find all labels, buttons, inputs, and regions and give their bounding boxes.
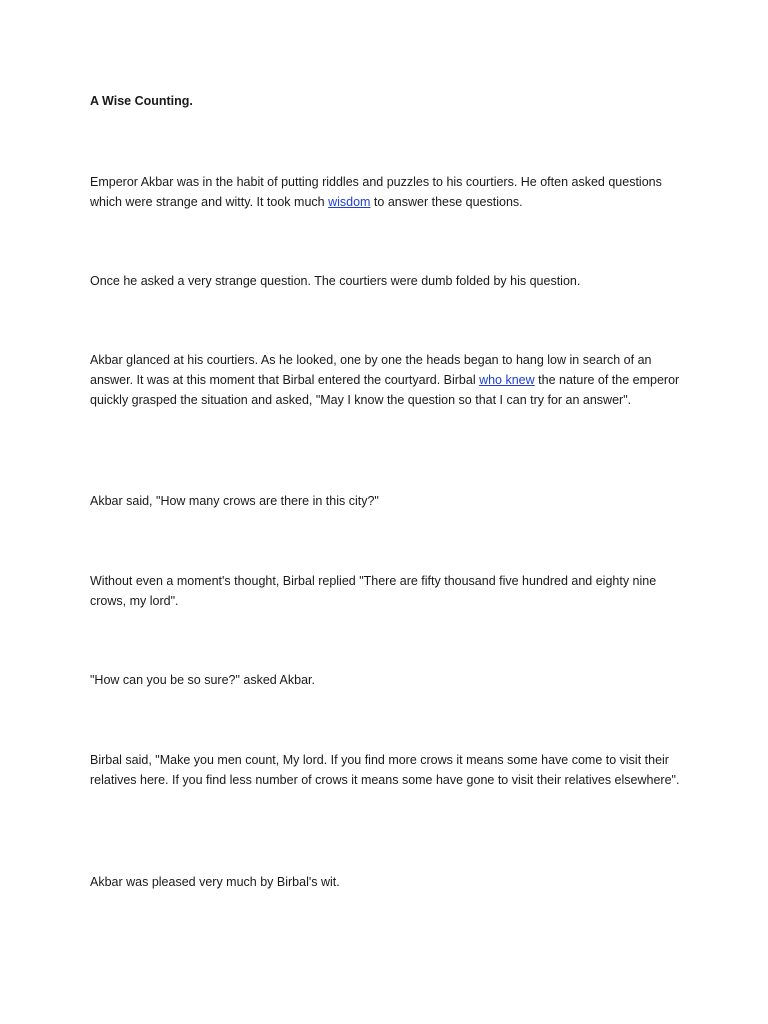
paragraph-3 [90, 350, 690, 410]
wisdom-link[interactable]: wisdom [328, 195, 371, 209]
paragraph-4: Akbar said, "How many crows are there in this city?" [90, 494, 379, 508]
who-knew-link[interactable]: who knew [479, 373, 535, 387]
document-title: A Wise Counting. [90, 94, 193, 108]
paragraph-6: "How can you be so sure?" asked Akbar. [90, 673, 315, 687]
paragraph-1-text-start: Emperor Akbar was in the habit of putting riddles and puzzles to his courtiers. He often asked questions which were strange and witty. It took much [90, 175, 662, 209]
paragraph-2: Once he asked a very strange question. The courtiers were dumb folded by his question. [90, 274, 581, 288]
paragraph-1 [90, 172, 690, 212]
paragraph-3-text-start: Akbar glanced at his courtiers. As he looked, one by one the heads began to hang low in search of an answer. It was at this moment that Birbal entered the courtyard. Birbal [90, 353, 652, 387]
paragraph-5: Without even a moment's thought, Birbal replied "There are fifty thousand five hundred and eighty nine crows, my lord". [90, 574, 657, 608]
paragraph-1-text-end: to answer these questions. [370, 195, 523, 209]
paragraph-3-text-end: the nature of the emperor quickly grasped the situation and asked, "May I know the question so that I can try for an answer". [90, 373, 680, 407]
paragraph-7: Birbal said, "Make you men count, My lord. If you find more crows it means some have come to visit their relatives here. If you find less number of crows it means some have gone to visit their relatives elsewhere". [90, 753, 680, 787]
paragraph-8: Akbar was pleased very much by Birbal's wit. [90, 875, 340, 889]
